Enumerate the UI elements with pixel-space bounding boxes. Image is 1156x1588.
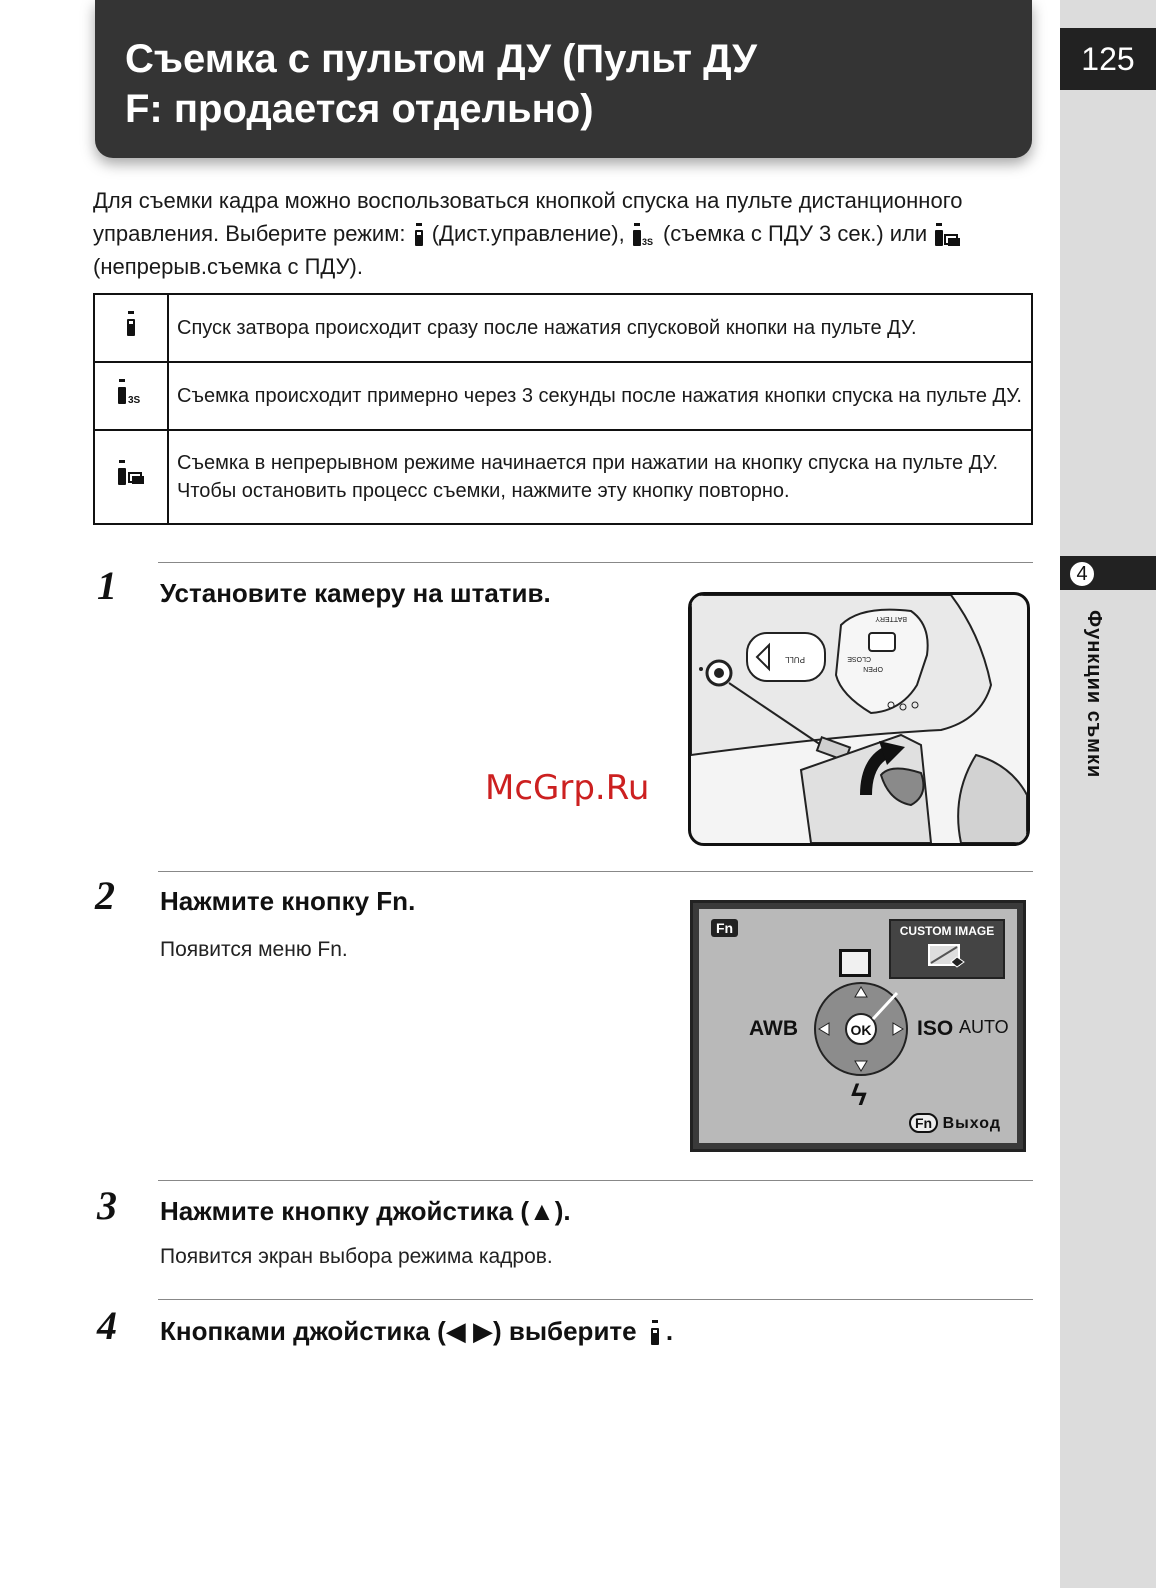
step-title	[160, 1316, 673, 1347]
divider	[158, 1299, 1033, 1300]
remote-continuous-icon	[116, 460, 146, 486]
step-description: Появится экран выбора режима кадров.	[160, 1245, 553, 1268]
exit-hint	[909, 1113, 1001, 1133]
svg-text:3S: 3S	[641, 237, 653, 248]
intro-text-1: Для съемки кадра можно воспользоваться кнопкой спуска на пульте дистанционного управления. Выберите режим:	[93, 188, 963, 246]
remote-icon	[412, 223, 426, 247]
table-row	[94, 294, 1032, 362]
fn-badge: Fn	[711, 919, 738, 937]
title-line-1: Съемка с пультом ДУ (Пульт ДУ	[125, 37, 757, 81]
step-title: Нажмите кнопку Fn.	[160, 886, 416, 916]
pull-label: PULL	[784, 655, 805, 664]
title-line-2: F: продается отдельно)	[125, 87, 594, 131]
step-number: 3	[97, 1183, 117, 1228]
page-title	[125, 34, 1005, 134]
step-title: Установите камеру на штатив.	[160, 578, 551, 608]
custom-image-panel	[889, 919, 1005, 979]
divider	[158, 871, 1033, 872]
exit-label: Выход	[942, 1115, 1001, 1132]
awb-label: AWB	[749, 1017, 798, 1040]
modes-table	[93, 293, 1033, 525]
divider	[158, 1180, 1033, 1181]
step-title: Нажмите кнопку джойстика (▲).	[160, 1196, 571, 1226]
chapter-number: 4	[1068, 560, 1096, 588]
open-label: OPEN	[863, 665, 883, 672]
side-bar	[1060, 0, 1156, 1588]
chapter-label: Функции съмки	[1083, 610, 1105, 779]
step-number: 4	[97, 1303, 117, 1348]
intro-text-3: (съемка с ПДУ 3 сек.) или	[662, 221, 928, 246]
ok-button-label: OK	[850, 1022, 872, 1038]
close-label: CLOSE	[847, 655, 871, 662]
table-row	[94, 362, 1032, 430]
iso-label: ISO	[917, 1017, 954, 1040]
camera-bottom-drawing	[691, 595, 1027, 843]
step-number: 2	[95, 873, 115, 918]
battery-label: BATTERY	[875, 615, 907, 622]
step-description: Появится меню Fn.	[160, 938, 348, 961]
remote-icon	[124, 311, 138, 337]
camera-tripod-illustration	[688, 592, 1030, 846]
remote-3s-icon	[631, 223, 657, 247]
mode-description: Съемка в непрерывном режиме начинается при нажатии на кнопку спуска на пульте ДУ. Чтобы остановить процесс съемки, нажмите эту кнопку повторно.	[168, 430, 1032, 524]
svg-text:3S: 3S	[128, 395, 141, 405]
mode-icon-cell	[94, 430, 168, 524]
page-number: 125	[1060, 28, 1156, 90]
fn-menu-screen	[690, 900, 1026, 1152]
step-title-end: .	[665, 1316, 674, 1346]
mode-description: Спуск затвора происходит сразу после нажатия спусковой кнопки на пульте ДУ.	[168, 294, 1032, 362]
custom-image-label: CUSTOM IMAGE	[899, 924, 995, 938]
direction-pad	[811, 979, 911, 1079]
remote-icon	[648, 1320, 662, 1346]
intro-text-2: (Дист.управление),	[431, 221, 625, 246]
intro-paragraph	[93, 184, 1033, 283]
step-title-text: Кнопками джойстика (◀ ▶) выберите	[160, 1316, 637, 1346]
fn-menu-display	[699, 909, 1017, 1143]
remote-continuous-icon	[933, 223, 961, 247]
fn-exit-badge: Fn	[909, 1113, 938, 1133]
step-number: 1	[97, 563, 117, 608]
flash-icon: ϟ	[851, 1079, 867, 1112]
table-row	[94, 430, 1032, 524]
mode-icon-cell	[94, 294, 168, 362]
mode-description: Съемка происходит примерно через 3 секунды после нажатия кнопки спуска на пульте ДУ.	[168, 362, 1032, 430]
intro-text-4: (непрерыв.съемка с ПДУ).	[93, 254, 363, 279]
single-frame-icon	[839, 949, 871, 977]
divider	[158, 562, 1033, 563]
iso-auto-label: AUTO	[959, 1017, 1009, 1037]
custom-image-icon	[927, 943, 967, 969]
watermark: McGrp.Ru	[485, 768, 650, 808]
mode-icon-cell	[94, 362, 168, 430]
remote-3s-icon	[116, 379, 146, 405]
